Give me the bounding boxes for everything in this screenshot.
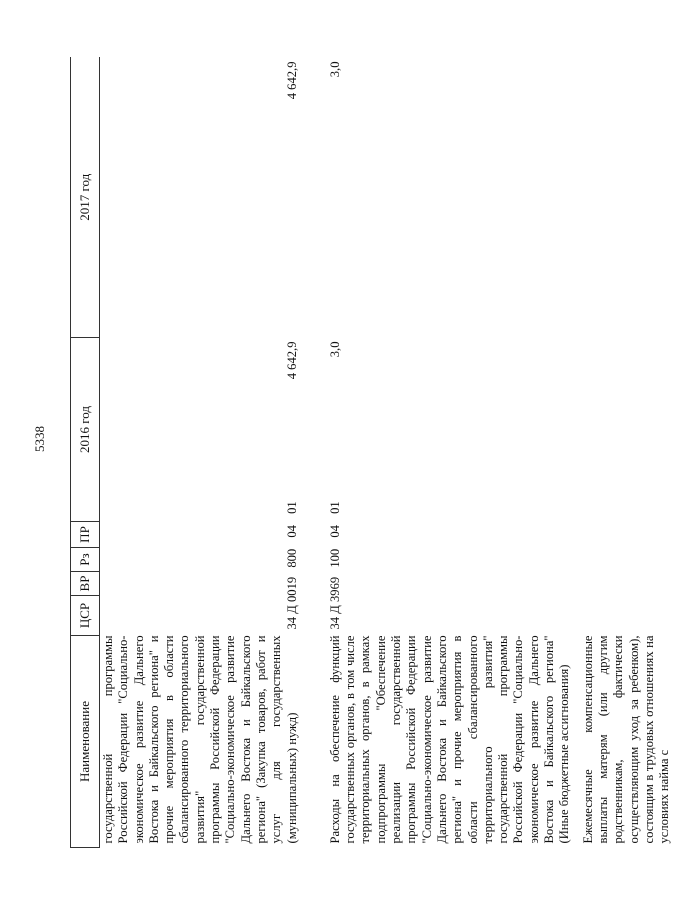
- row-2017: 4 642,9: [284, 61, 299, 100]
- row-name: Ежемесячные компенсационные выплаты матерям (или другим родственникам, фактически осуществляющим уход за ребенком), состоящим в трудовых отношениях на условиях найма с: [580, 635, 672, 844]
- row-2016: 3,0: [327, 341, 342, 358]
- row-name: Расходы на обеспечение функций государственных органов, в том числе территориальных органов, в рамках подпрограммы "Обеспечение реализации государственной программы Российской Федерации "Социально-экономическое развитие Дальнего Востока и Байкальского региона" и прочие мероприятия в области сбалансированного территориального развития" государственной программы Российской Федерации "Социально-экономическое развитие Дальнего Востока и Байкальского региона" (Иные бюджетные ассигнования): [327, 635, 572, 844]
- row-pr: 01: [284, 501, 299, 514]
- budget-table-page: [70, 58, 672, 848]
- row-csr: 34 Д 0019: [284, 576, 299, 630]
- table-row: [100, 58, 308, 848]
- row-codes: [581, 522, 680, 636]
- header-2016: 2016 год: [71, 338, 100, 522]
- row-pr: 01: [327, 501, 342, 514]
- row-2017: 3,0: [327, 61, 342, 78]
- row-rz: 04: [327, 525, 342, 538]
- row-2016: 4 642,9: [284, 341, 299, 380]
- header-rz: Рз: [71, 548, 100, 572]
- header-name: Наименование: [71, 636, 100, 848]
- row-2016: [581, 338, 680, 522]
- row-csr: 34 Д 3969: [327, 576, 342, 630]
- row-rz: 04: [284, 525, 299, 538]
- table-row: [308, 58, 581, 848]
- row-codes: [100, 501, 308, 636]
- row-name: государственной программы Российской Федерации "Социально-экономическое развитие Дальнего Востока и Байкальского региона" и прочие мероприятия в области сбалансированного территориального развития" государственной программы Российской Федерации "Социально-экономическое развитие Дальнего Востока и Байкальского региона" (Закупка товаров, работ и услуг для государственных (муниципальных) нужд): [101, 635, 299, 844]
- page-number: 5338: [32, 426, 47, 452]
- budget-table: [70, 58, 680, 849]
- row-vr: 100: [327, 548, 342, 568]
- row-2017: [581, 58, 680, 338]
- table-header-row: [71, 58, 100, 848]
- header-pr: ПР: [71, 522, 100, 548]
- row-vr: 800: [284, 548, 299, 568]
- header-vr: ВР: [71, 572, 100, 596]
- header-csr: ЦСР: [71, 596, 100, 636]
- header-2017: 2017 год: [71, 58, 100, 338]
- table-row: [581, 58, 680, 848]
- row-codes: [308, 501, 581, 636]
